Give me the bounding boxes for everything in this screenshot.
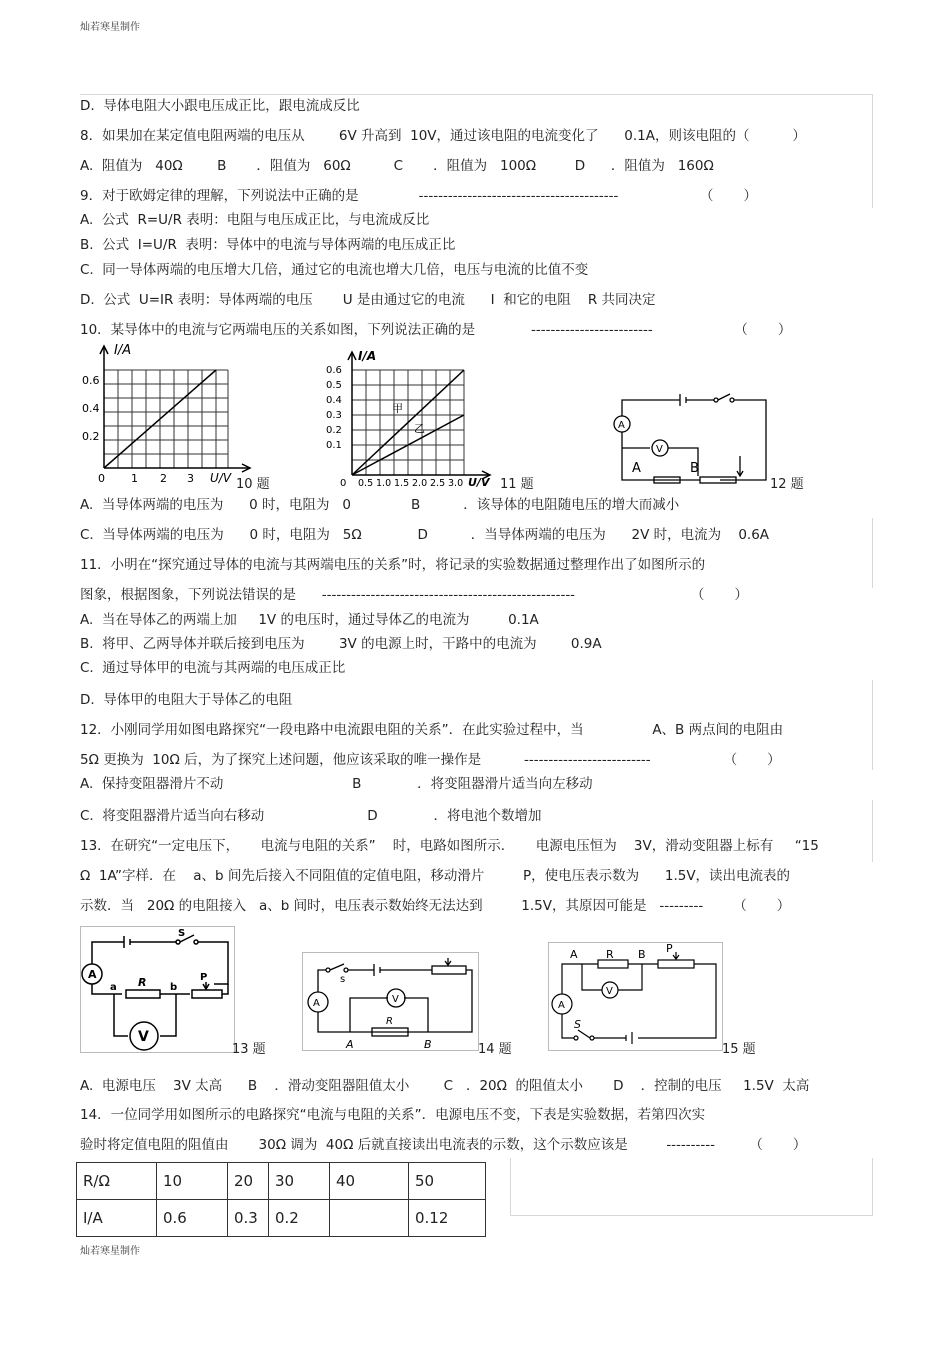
switch-label: s xyxy=(340,974,346,985)
q11-ytick: 0.6 xyxy=(326,365,342,376)
ammeter-symbol: A xyxy=(618,420,625,431)
q10-xtick: 2 xyxy=(160,472,167,485)
scan-border-right xyxy=(872,800,873,862)
scan-border-right xyxy=(872,518,873,588)
node-b-label: B xyxy=(424,1038,432,1051)
q11-ylabel: I/A xyxy=(358,349,377,363)
q11-xtick: 1.0 xyxy=(376,478,392,488)
circuit-q12 xyxy=(610,386,774,486)
node-b-label: b xyxy=(170,982,178,993)
q10-ytick: 0.6 xyxy=(82,374,100,387)
question-line: A. 当在导体乙的两端上加 1V 的电压时，通过导体乙的电流为 0.1A xyxy=(80,612,539,628)
resistor-label: R xyxy=(606,948,614,961)
figure-label-q10: 10 题 xyxy=(236,477,270,492)
q11-origin: 0 xyxy=(340,478,347,488)
node-a-label: A xyxy=(346,1038,354,1051)
q10-origin: 0 xyxy=(98,472,105,485)
question-line: A. 公式 R=U/R 表明：电阻与电压成正比，与电流成反比 xyxy=(80,212,430,228)
question-line: 8．如果加在某定值电阻两端的电压从 6V 升高到 10V，通过该电阻的电流变化了 0.1A，则该电阻的（ ） xyxy=(80,128,806,144)
figure-label-q12: 12 题 xyxy=(770,477,804,492)
question-line: C. 当导体两端的电压为 0 时，电阻为 5Ω D ．当导体两端的电压为 2V 时，电流为 0.6A xyxy=(80,527,770,543)
table-row xyxy=(77,1200,486,1237)
figure-label-q15: 15 题 xyxy=(722,1042,756,1057)
scan-border-right xyxy=(872,94,873,208)
q10-xlabel: U/V xyxy=(210,471,232,485)
node-a-label: A xyxy=(570,948,578,961)
question-line: 10．某导体中的电流与它两端电压的关系如图，下列说法正确的是 ------------------------- （ ） xyxy=(80,322,792,338)
q11-xtick: 2.0 xyxy=(412,478,428,488)
page-header: 灿若寒星制作 xyxy=(80,22,140,33)
slider-label: P xyxy=(200,972,208,983)
table-cell: 10 xyxy=(157,1163,228,1200)
question-line: 示数．当 20Ω 的电阻接入 a、b 间时，电压表示数始终无法达到 1.5V，其原因可能是 --------- （ ） xyxy=(80,898,791,914)
question-line: 11．小明在“探究通过导体的电流与其两端电压的关系”时，将记录的实验数据通过整理作出了如图所示的 xyxy=(80,557,706,573)
table-cell: 40 xyxy=(330,1163,409,1200)
q11-ytick: 0.4 xyxy=(326,395,342,406)
question-line: A. 阻值为 40Ω B ．阻值为 60Ω C ．阻值为 100Ω D ．阻值为 160Ω xyxy=(80,158,714,174)
table-cell: 0.12 xyxy=(409,1200,486,1237)
figure-label-q14: 14 题 xyxy=(478,1042,512,1057)
ammeter-symbol: A xyxy=(88,968,97,981)
figure-label-q11: 11 题 xyxy=(500,477,534,492)
ammeter-symbol: A xyxy=(313,998,320,1009)
node-b-label: B xyxy=(690,461,699,476)
q10-xtick: 1 xyxy=(131,472,138,485)
table-cell xyxy=(330,1200,409,1237)
question-line: 9．对于欧姆定律的理解，下列说法中正确的是 ----------------------------------------- （ ） xyxy=(80,188,757,204)
question-line: C. 通过导体甲的电流与其两端的电压成正比 xyxy=(80,660,346,676)
q11-ytick: 0.5 xyxy=(326,380,342,391)
table-row xyxy=(77,1163,486,1200)
table-cell: R/Ω xyxy=(77,1163,157,1200)
ammeter-symbol: A xyxy=(558,1000,565,1011)
circuit-q13 xyxy=(80,926,236,1054)
page-footer: 灿若寒星制作 xyxy=(80,1246,140,1257)
switch-label: S xyxy=(574,1018,581,1031)
q11-ytick: 0.2 xyxy=(326,425,342,436)
q11-xtick: 0.5 xyxy=(358,478,374,488)
graph-q11 xyxy=(322,346,506,488)
q11-series-label-yi: 乙 xyxy=(414,422,425,435)
table-cell: I/A xyxy=(77,1200,157,1237)
voltmeter-symbol: V xyxy=(392,994,399,1005)
resistor-label: R xyxy=(386,1016,393,1027)
table-cell: 0.3 xyxy=(228,1200,269,1237)
node-a-label: a xyxy=(110,982,117,993)
question-line: D. 公式 U=IR 表明：导体两端的电压 U 是由通过它的电流 I 和它的电阻 R 共同决定 xyxy=(80,292,656,308)
circuit-q14 xyxy=(302,952,480,1052)
table-cell: 0.2 xyxy=(269,1200,330,1237)
q11-xlabel: U/V xyxy=(468,476,490,488)
node-b-label: B xyxy=(638,948,646,961)
question-line: 13．在研究“一定电压下， 电流与电阻的关系” 时，电路如图所示． 电源电压恒为 3V，滑动变阻器上标有 “15 xyxy=(80,838,819,854)
q10-ylabel: I/A xyxy=(114,343,132,358)
resistor-label: R xyxy=(138,976,147,989)
scan-border-left xyxy=(510,1158,511,1216)
q10-ytick: 0.4 xyxy=(82,402,100,415)
scan-border-bottom xyxy=(510,1215,873,1216)
question-line: A. 当导体两端的电压为 0 时，电阻为 0 B ．该导体的电阻随电压的增大而减小 xyxy=(80,497,680,513)
q11-xtick: 1.5 xyxy=(394,478,410,488)
table-cell: 20 xyxy=(228,1163,269,1200)
question-line: 12．小刚同学用如图电路探究“一段电路中电流跟电阻的关系”．在此实验过程中，当 A、B 两点间的电阻由 xyxy=(80,722,784,738)
table-cell: 30 xyxy=(269,1163,330,1200)
voltmeter-symbol: V xyxy=(656,444,663,455)
question-line: B. 将甲、乙两导体并联后接到电压为 3V 的电源上时，干路中的电流为 0.9A xyxy=(80,636,602,652)
q11-xtick: 3.0 xyxy=(448,478,464,488)
question-line: A. 保持变阻器滑片不动 B ．将变阻器滑片适当向左移动 xyxy=(80,776,593,792)
question-line: C. 同一导体两端的电压增大几倍，通过它的电流也增大几倍，电压与电流的比值不变 xyxy=(80,262,589,278)
q11-ytick: 0.3 xyxy=(326,410,342,421)
question-line: 14．一位同学用如图所示的电路探究“电流与电阻的关系”．电源电压不变，下表是实验数据，若第四次实 xyxy=(80,1107,706,1123)
data-table-q14 xyxy=(76,1162,486,1237)
scan-border-right xyxy=(872,680,873,770)
question-line: A. 电源电压 3V 太高 B ．滑动变阻器阻值太小 C ．20Ω 的阻值太小 D ．控制的电压 1.5V 太高 xyxy=(80,1078,810,1094)
question-line: D. 导体甲的电阻大于导体乙的电阻 xyxy=(80,692,293,708)
question-line: Ω 1A”字样．在 a、b 间先后接入不同阻值的定值电阻，移动滑片 P，使电压表示数为 1.5V，读出电流表的 xyxy=(80,868,791,884)
graph-q10 xyxy=(80,340,270,490)
circuit-q15 xyxy=(548,942,724,1052)
q11-ytick: 0.1 xyxy=(326,440,342,451)
question-line: C. 将变阻器滑片适当向右移动 D ．将电池个数增加 xyxy=(80,808,542,824)
scan-border-right xyxy=(872,1158,873,1216)
question-line: D. 导体电阻大小跟电压成正比，跟电流成反比 xyxy=(80,98,360,114)
q10-xtick: 3 xyxy=(187,472,194,485)
q11-xtick: 2.5 xyxy=(430,478,446,488)
figure-label-q13: 13 题 xyxy=(232,1042,266,1057)
slider-label: P xyxy=(666,942,673,955)
voltmeter-symbol: V xyxy=(606,986,613,997)
scan-border-top xyxy=(80,94,873,95)
question-line: 5Ω 更换为 10Ω 后，为了探究上述问题，他应该采取的唯一操作是 -------------------------- （ ） xyxy=(80,752,781,768)
q10-ytick: 0.2 xyxy=(82,430,100,443)
voltmeter-symbol: V xyxy=(138,1029,149,1045)
question-line: 验时将定值电阻的阻值由 30Ω 调为 40Ω 后就直接读出电流表的示数，这个示数应该是 ---------- （ ） xyxy=(80,1137,807,1153)
q11-series-label-jia: 甲 xyxy=(392,402,403,415)
switch-label: S xyxy=(178,928,186,939)
table-cell: 0.6 xyxy=(157,1200,228,1237)
table-cell: 50 xyxy=(409,1163,486,1200)
question-line: B. 公式 I=U/R 表明：导体中的电流与导体两端的电压成正比 xyxy=(80,237,456,253)
node-a-label: A xyxy=(632,461,641,476)
question-line: 图象，根据图象，下列说法错误的是 ---------------------------------------------------- （ ） xyxy=(80,587,748,603)
